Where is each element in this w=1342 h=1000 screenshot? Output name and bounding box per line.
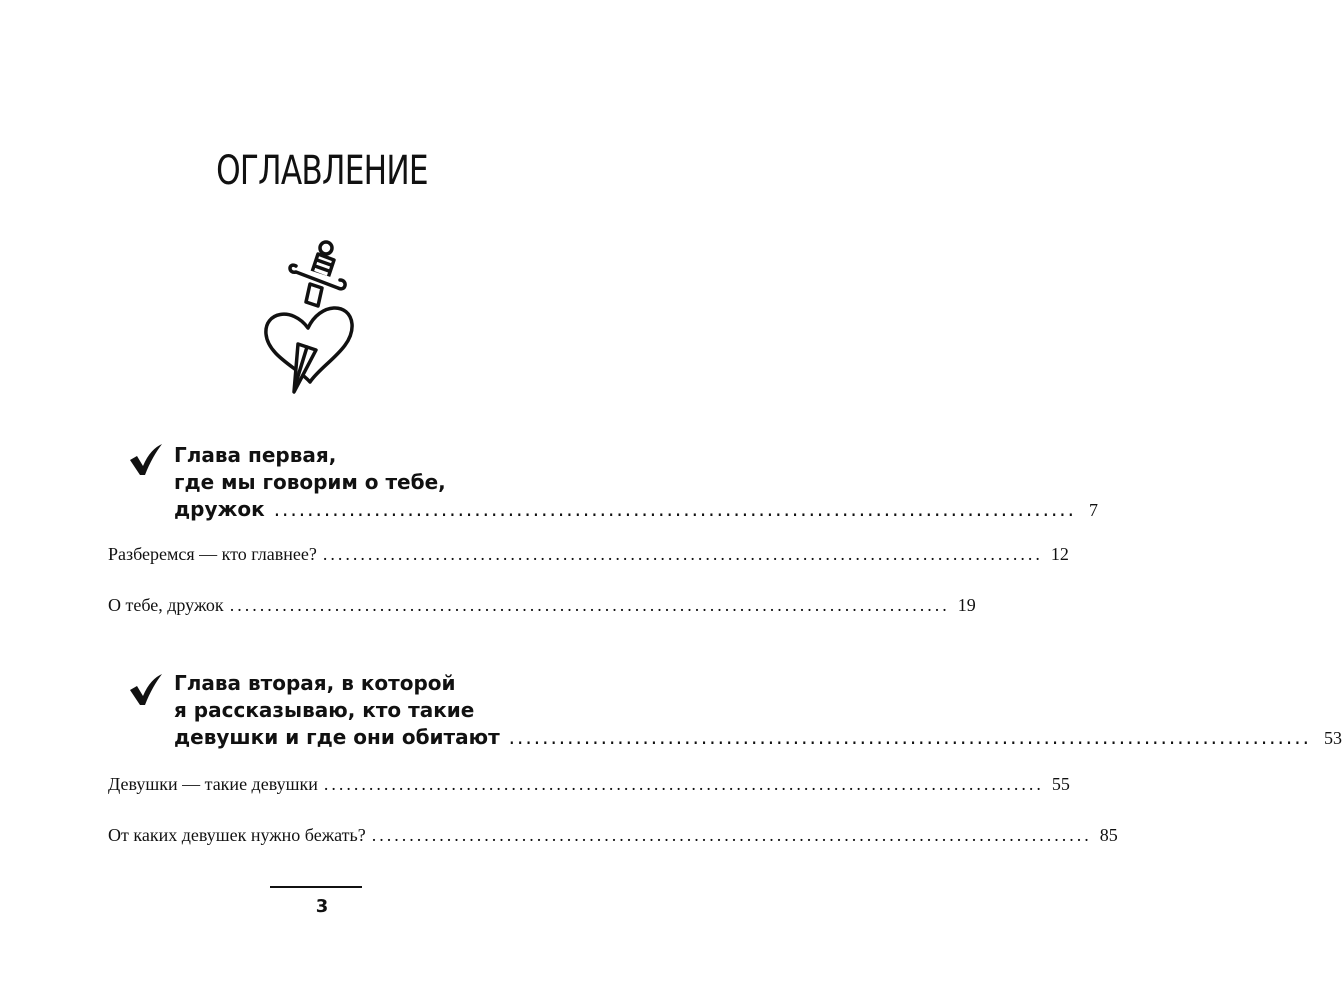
toc-entry-page: 55 [1051,774,1070,794]
dot-leader: ................................................................................................ [323,774,1044,794]
chapter-title [174,442,1098,524]
footer-rule [270,886,362,888]
toc-entry [108,772,1070,796]
chapter-title-line: я рассказываю, кто такие [174,698,475,722]
chapter-title-line: дружок [174,497,265,521]
chapter-title-line: где мы говорим о тебе, [174,470,446,494]
toc-entry-page: 19 [957,595,976,615]
dot-leader: ................................................................................................ [371,825,1092,845]
toc-entry [108,542,1069,566]
toc-entry-label: Девушки — такие девушки [108,774,318,794]
dot-leader: ................................................................................................ [229,595,950,615]
chapter-title-line: Глава первая, [174,443,337,467]
toc-entry-label: От каких девушек нужно бежать? [108,825,366,845]
toc-entry [108,823,1118,847]
chapter-title [174,670,1342,752]
dagger-heart-icon [258,236,358,396]
toc-entry [108,593,976,617]
toc-entry-page: 12 [1050,544,1069,564]
toc-entry-label: О тебе, дружок [108,595,224,615]
chapter-page-number: 53 [1323,728,1342,748]
dot-leader: ................................................................................................ [508,725,1311,749]
page-title: ОГЛАВЛЕНИЕ [216,148,428,194]
chapter-page-number: 7 [1088,500,1098,520]
checkmark-icon [128,672,164,708]
dot-leader: ................................................................................................ [322,544,1043,564]
toc-entry-label: Разберемся — кто главнее? [108,544,317,564]
chapter-title-line: девушки и где они обитают [174,725,500,749]
checkmark-icon [128,442,164,478]
dot-leader: ................................................................................................ [273,497,1077,521]
toc-entry-page: 85 [1099,825,1118,845]
chapter-title-line: Глава вторая, в которой [174,671,456,695]
page-number: 3 [315,896,329,917]
